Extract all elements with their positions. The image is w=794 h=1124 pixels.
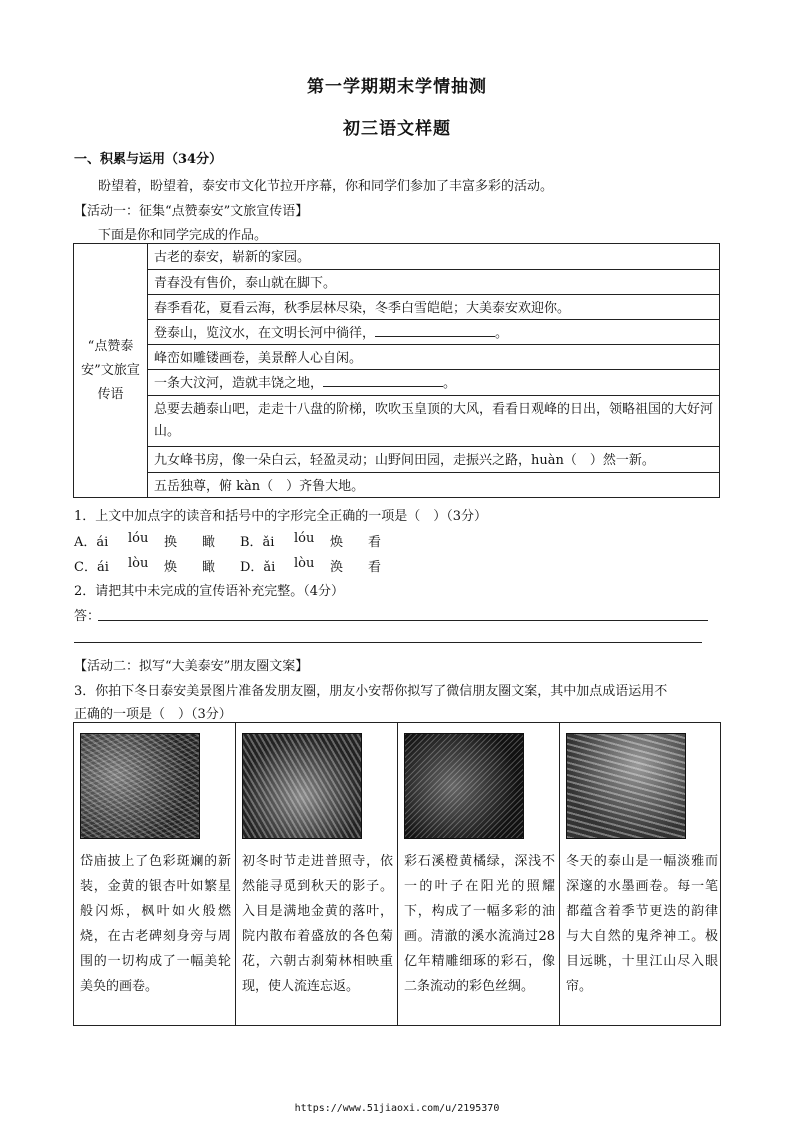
slogan-table [73,243,720,498]
slogan-row [148,396,719,447]
q3-stem-line1: 3．你拍下冬日泰安美景图片准备发朋友圈，朋友小安帮你拟写了微信朋友圈文案，其中加点成语运用不 [74,684,668,699]
slogan-row: 一条大汶河，造就丰饶之地， 。 [148,370,719,396]
caishi-stream-photo [404,733,524,839]
slogan-row [148,244,719,270]
q1-option-b-4: 看 [368,535,382,550]
photo-option[interactable] [560,723,722,1025]
answer-line[interactable] [98,619,708,621]
activity1-intro: 下面是你和同学完成的作品。 [98,228,268,243]
q1-option-d[interactable]: D．ǎi [240,560,276,575]
q1-option-a[interactable]: A．ái [74,535,109,550]
q1-option-a-2: lóu [128,531,149,546]
slogan-text: 春季看花，夏看云海，秋季层林尽染，冬季白雪皑皑；大美泰安欢迎你。 [154,301,571,316]
section-heading: 一、积累与运用（34分） [74,152,223,167]
q1-option-c[interactable]: C．ái [74,560,109,575]
slogan-text: 峰峦如雕镂画卷，美景醉人心自闲。 [154,351,363,366]
q1-option-d-3: 涣 [330,560,344,575]
q1-option-b-2: lóu [294,531,315,546]
photo-caption: 初冬时节走进普照寺，依然能寻觅到秋天的影子。入目是满地金黄的落叶，院内散布着盛放的各色菊花，六朝古刹菊林相映重现，使人流连忘返。 [242,854,393,994]
section-intro: 盼望着，盼望着，泰安市文化节拉开序幕，你和同学们参加了丰富多彩的活动。 [98,179,554,194]
page-title: 第一学期期末学情抽测 [307,77,487,97]
puzhao-temple-photo [242,733,362,839]
photo-caption: 彩石溪橙黄橘绿，深浅不一的叶子在阳光的照耀下，构成了一幅多彩的油画。清澈的溪水流淌过28亿年精雕细琢的彩石，像二条流动的彩色丝绸。 [404,854,555,994]
activity2-title: 【活动二：拟写“大美泰安”朋友圈文案】 [74,659,309,674]
fill-blank[interactable] [375,324,495,337]
q1-option-c-2: lòu [128,556,149,571]
q1-option-b[interactable]: B．ǎi [240,535,275,550]
slogan-row [148,473,719,498]
photo-options-table [73,722,721,1026]
q1-option-a-3: 换 [164,535,178,550]
q1-option-b-3: 焕 [330,535,344,550]
q1-option-d-2: lòu [294,556,315,571]
slogan-text: 九女峰书房，像一朵白云，轻盈灵动；山野间田园，走振兴之路，huàn（ ）然一新。 [154,453,655,468]
page-subtitle: 初三语文样题 [343,119,451,139]
photo-option[interactable] [236,723,398,1025]
slogan-row [148,447,719,473]
slogan-text: 五岳独尊，俯 kàn（ ）齐鲁大地。 [154,479,365,494]
dai-temple-photo [80,733,200,839]
q1-option-d-4: 看 [368,560,382,575]
q2-answer-label: 答： [74,609,101,624]
photo-caption: 冬天的泰山是一幅淡雅而深邃的水墨画卷。每一笔都蕴含着季节更迭的韵律与大自然的鬼斧神工。极目远眺，十里江山尽入眼帘。 [566,854,718,994]
slogan-text: 青春没有售价，泰山就在脚下。 [154,276,337,291]
slogan-text: 总要去趟泰山吧，走走十八盘的阶梯，吹吹玉皇顶的大风，看看日观峰的日出，领略祖国的大好河山。 [154,402,714,439]
mount-tai-winter-photo [566,733,686,839]
photo-option[interactable] [74,723,236,1025]
slogan-row: 登泰山，览汶水，在文明长河中徜徉， 。 [148,320,719,345]
q3-stem-line2: 正确的一项是（ ）（3分） [74,707,232,722]
footer-link[interactable]: https://www.51jiaoxi.com/u/2195370 [294,1103,500,1114]
q1-stem: 1．上文中加点字的读音和括号中的字形完全正确的一项是（ ）（3分） [74,509,488,524]
q1-option-c-4: 瞰 [202,560,216,575]
slogan-text: 登泰山，览汶水，在文明长河中徜徉， [154,326,376,341]
q2-stem: 2．请把其中未完成的宣传语补充完整。（4分） [74,584,345,599]
slogan-text: 古老的泰安，崭新的家园。 [154,250,311,265]
q1-option-a-4: 瞰 [202,535,216,550]
slogan-row [148,270,719,295]
q1-option-c-3: 焕 [164,560,178,575]
fill-blank[interactable] [323,374,443,387]
photo-caption: 岱庙披上了色彩斑斓的新装，金黄的银杏叶如繁星般闪烁，枫叶如火般燃烧，在古老碑刻身旁与周围的一切构成了一幅美轮美奂的画卷。 [80,854,231,994]
slogan-text: 一条大汶河，造就丰饶之地， [154,376,324,391]
activity1-title: 【活动一：征集“点赞泰安”文旅宣传语】 [74,204,309,219]
photo-option[interactable] [398,723,560,1025]
slogan-table-label: “点赞泰安”文旅宣传语 [74,244,148,497]
answer-line[interactable] [74,641,702,643]
slogan-row [148,345,719,370]
slogan-row [148,295,719,320]
